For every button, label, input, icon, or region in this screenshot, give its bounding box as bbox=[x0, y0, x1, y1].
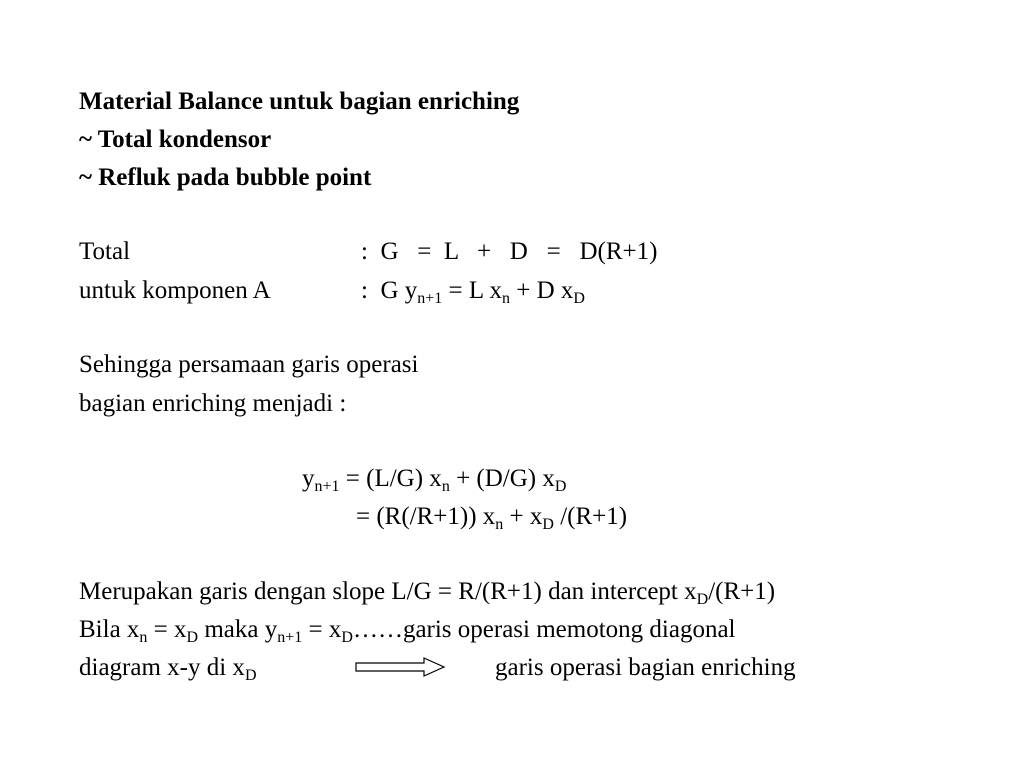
eq2-part-a: = (R(/R+1)) x bbox=[356, 503, 496, 530]
subscript: D bbox=[542, 516, 554, 533]
conclusion2-part-e: ……garis operasi memotong diagonal bbox=[352, 616, 736, 643]
conclusion-line-2 bbox=[79, 615, 736, 645]
subscript: n bbox=[495, 516, 504, 533]
total-label: Total bbox=[79, 238, 131, 265]
conclusion1-part-a: Merupakan garis dengan slope L/G = R/(R+1) dan intercept x bbox=[79, 578, 697, 605]
subscript: D bbox=[186, 629, 199, 646]
component-label: untuk komponen A bbox=[79, 277, 271, 304]
eq2-part-c: /(R+1) bbox=[553, 503, 628, 530]
operating-line-equation-2 bbox=[356, 502, 627, 532]
component-eq-part1: : G y bbox=[361, 277, 418, 304]
assumption-reflux-bubble-point: ~ Refluk pada bubble point bbox=[79, 164, 372, 191]
subscript: D bbox=[696, 591, 709, 608]
component-eq-part2: = L x bbox=[442, 277, 502, 304]
conclusion2-part-a: Bila x bbox=[79, 616, 140, 643]
double-arrow-icon bbox=[354, 656, 446, 678]
conclusion3-part-a: diagram x-y di x bbox=[79, 654, 245, 681]
conclusion-line-1 bbox=[79, 577, 775, 607]
eq2-part-b: + x bbox=[503, 503, 543, 530]
total-equation: : G = L + D = D(R+1) bbox=[361, 238, 658, 265]
subscript: D bbox=[244, 667, 257, 684]
intro-line-1: Sehingga persamaan garis operasi bbox=[79, 351, 419, 378]
conclusion2-part-b: = x bbox=[147, 616, 187, 643]
eq1-part-a: y bbox=[302, 465, 315, 492]
subscript: n bbox=[501, 290, 510, 307]
conclusion-line-3 bbox=[79, 653, 257, 683]
subscript: n bbox=[139, 629, 148, 646]
eq1-part-b: = (L/G) x bbox=[339, 465, 442, 492]
subscript: n+1 bbox=[314, 478, 340, 495]
subscript: n+1 bbox=[277, 629, 303, 646]
conclusion2-part-d: = x bbox=[302, 616, 342, 643]
operating-line-equation-1 bbox=[302, 464, 566, 494]
component-eq-part3: + D x bbox=[509, 277, 574, 304]
slide-title: Material Balance untuk bagian enriching bbox=[79, 88, 520, 115]
intro-line-2: bagian enriching menjadi : bbox=[79, 390, 347, 417]
subscript: D bbox=[341, 629, 353, 646]
conclusion2-part-c: maka y bbox=[198, 616, 278, 643]
subscript: n+1 bbox=[417, 290, 443, 307]
component-balance-line bbox=[79, 276, 585, 306]
conclusion1-part-b: /(R+1) bbox=[708, 578, 776, 605]
assumption-total-condenser: ~ Total kondensor bbox=[79, 126, 272, 153]
subscript: D bbox=[573, 290, 585, 307]
subscript: n bbox=[441, 478, 450, 495]
eq1-part-c: + (D/G) x bbox=[449, 465, 555, 492]
subscript: D bbox=[554, 478, 567, 495]
total-balance-line bbox=[79, 237, 657, 267]
conclusion-line-3-result: garis operasi bagian enriching bbox=[495, 654, 796, 681]
